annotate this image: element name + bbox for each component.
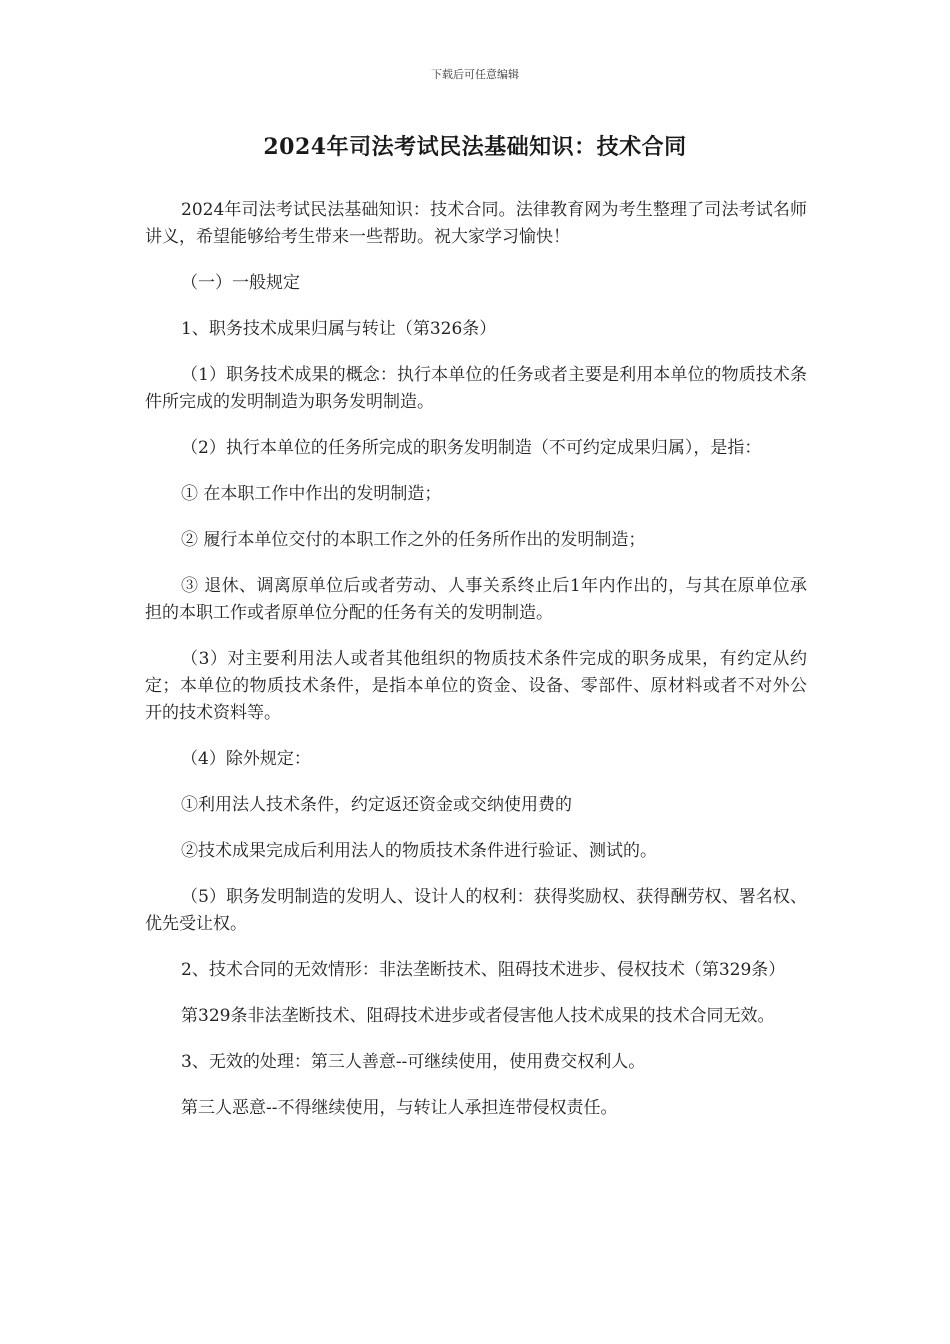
paragraph-exception-1: ①利用法人技术条件，约定返还资金或交纳使用费的 bbox=[181, 795, 572, 815]
header-note: 下载后可任意编辑 bbox=[431, 68, 519, 81]
paragraph-article-329: 第329条非法垄断技术、阻碍技术进步或者侵害他人技术成果的技术合同无效。 bbox=[181, 1006, 775, 1026]
document-title: 2024年司法考试民法基础知识：技术合同 bbox=[263, 134, 687, 160]
paragraph-material-conditions: （3）对主要利用法人或者其他组织的物质技术条件完成的职务成果，有约定从约定；本单位的物质技术条件，是指本单位的资金、设备、零部件、原材料或者不对外公开的技术资料等。 bbox=[145, 649, 807, 723]
document-body bbox=[145, 197, 807, 1141]
paragraph-bad-faith: 第三人恶意--不得继续使用，与转让人承担连带侵权责任。 bbox=[181, 1098, 618, 1118]
paragraph-item-2: 2、技术合同的无效情形：非法垄断技术、阻碍技术进步、侵权技术（第329条） bbox=[181, 960, 786, 980]
paragraph-inventor-rights: （5）职务发明制造的发明人、设计人的权利：获得奖励权、获得酬劳权、署名权、优先受让权。 bbox=[145, 887, 807, 934]
paragraph-intro: 2024年司法考试民法基础知识：技术合同。法律教育网为考生整理了司法考试名师讲义，希望能够给考生带来一些帮助。祝大家学习愉快！ bbox=[145, 200, 807, 247]
section-heading-general: （一）一般规定 bbox=[181, 273, 300, 293]
paragraph-case-1: ① 在本职工作中作出的发明制造； bbox=[181, 484, 442, 504]
paragraph-case-2: ② 履行本单位交付的本职工作之外的任务所作出的发明制造； bbox=[181, 530, 646, 550]
paragraph-definition: （2）执行本单位的任务所完成的职务发明制造（不可约定成果归属），是指： bbox=[181, 438, 762, 458]
paragraph-item-3: 3、无效的处理：第三人善意--可继续使用，使用费交权利人。 bbox=[181, 1052, 646, 1072]
paragraph-concept: （1）职务技术成果的概念：执行本单位的任务或者主要是利用本单位的物质技术条件所完成的发明制造为职务发明制造。 bbox=[145, 365, 807, 412]
paragraph-case-3: ③ 退休、调离原单位后或者劳动、人事关系终止后1年内作出的，与其在原单位承担的本职工作或者原单位分配的任务有关的发明制造。 bbox=[145, 576, 807, 623]
paragraph-exceptions: （4）除外规定： bbox=[181, 749, 311, 769]
paragraph-item-1: 1、职务技术成果归属与转让（第326条） bbox=[181, 319, 497, 339]
paragraph-exception-2: ②技术成果完成后利用法人的物质技术条件进行验证、测试的。 bbox=[181, 841, 657, 861]
